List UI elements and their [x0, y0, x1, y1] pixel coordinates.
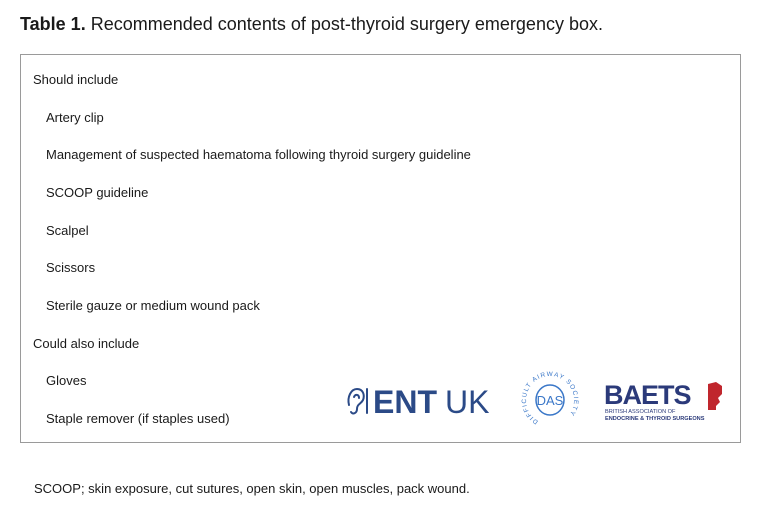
baets-word: BAETS — [604, 380, 691, 410]
list-item: SCOOP guideline — [46, 185, 149, 200]
list-item: Management of suspected haematoma following thyroid surgery guideline — [46, 147, 471, 162]
list-item: Scissors — [46, 260, 96, 275]
das-logo — [521, 369, 579, 431]
entuk-logo — [343, 383, 498, 419]
das-ring-text: DIFFICULT AIRWAY SOCIETY — [521, 370, 579, 426]
das-center-text: DAS — [536, 393, 564, 408]
list-item: Staple remover (if staples used) — [46, 411, 230, 426]
entuk-uk-text: UK — [445, 384, 490, 419]
section-heading-should-include: Should include — [33, 72, 119, 87]
table-label: Table 1. — [20, 14, 86, 34]
list-item: Scalpel — [46, 223, 89, 238]
ear-icon — [348, 389, 367, 413]
list-item: Gloves — [46, 373, 87, 388]
table-footnote: SCOOP; skin exposure, cut sutures, open skin, open muscles, pack wound. — [34, 481, 470, 496]
baets-logo — [604, 380, 728, 422]
table-title — [20, 13, 603, 35]
entuk-ent-text: ENT — [373, 384, 437, 419]
table-caption: Recommended contents of post-thyroid surgery emergency box. — [90, 14, 603, 34]
emergency-box-table — [20, 54, 741, 443]
thyroid-profile-icon — [708, 382, 722, 410]
section-heading-could-also-include: Could also include — [33, 336, 140, 351]
list-item: Artery clip — [46, 110, 104, 125]
list-item: Sterile gauze or medium wound pack — [46, 298, 260, 313]
baets-subtitle-2: ENDOCRINE & THYROID SURGEONS — [605, 416, 705, 422]
baets-subtitle-1: BRITISH ASSOCIATION OF — [605, 409, 676, 415]
